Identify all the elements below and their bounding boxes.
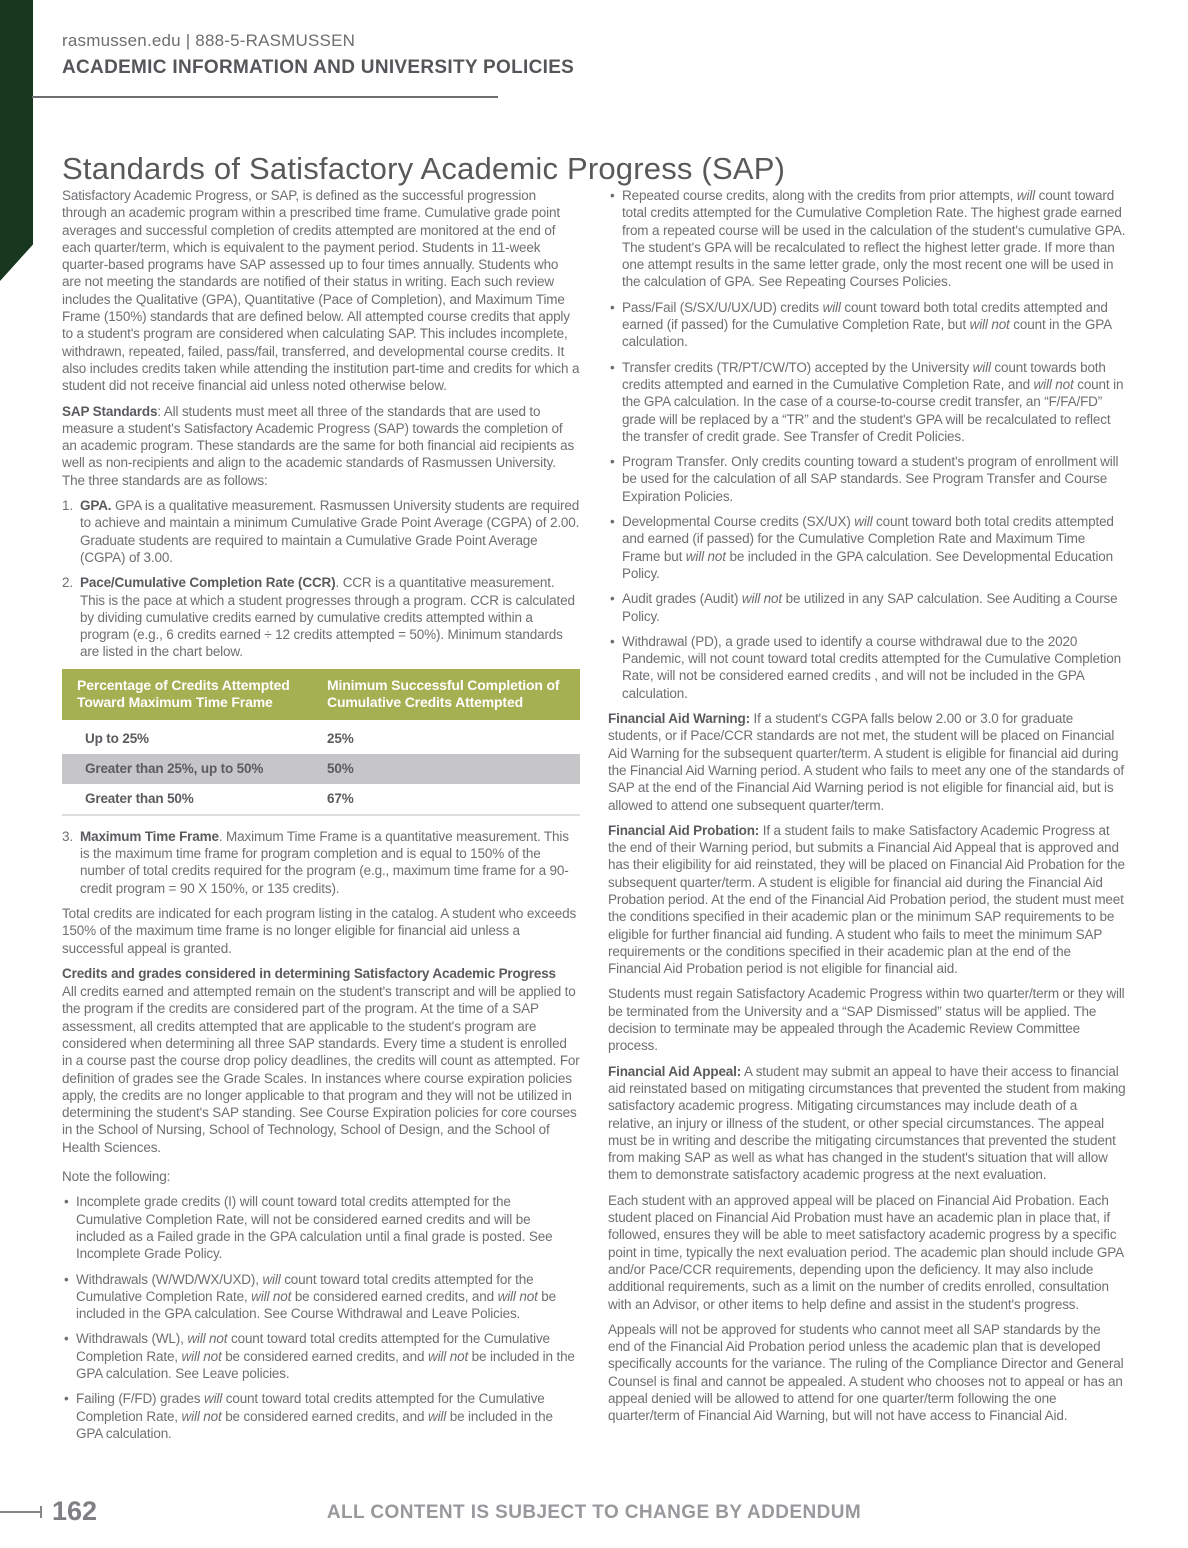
text-run: count toward total credits attempted for the Cumulative Completion Rate. The highest grade earned from a repeated course will be used in the calculation of the student's cumulative GPA. The student's GPA will be recalculated to reflect the highest letter grade. If more than one attempt results in the same letter grade, only the most recent one will be used in the calculation of GPA. See Repeating Courses Policies.	[622, 188, 1126, 290]
bullet-marker: •	[610, 514, 615, 530]
table-cell: Up to 25%	[85, 730, 149, 746]
italic-text-run: will not	[427, 1348, 469, 1364]
text-run: If a student fails to make Satisfactory Academic Progress at the end of their Warning period, but submits a Financial Aid Appeal that is approved and has their eligibility for aid reinstated, they will be placed on Financial Aid Probation for the subsequent quarter/term. A student is eligible for financial aid during the Financial Aid Probation period. At the end of the Financial Aid Probation period, the student must meet the conditions specified in their academic plan or the minimum SAP requirements to be eligible for further financial aid funding. A student who fails to meet the minimum SAP requirements or the conditions specified in their academic plan at the end of the Financial Aid Probation period is not eligible for financial aid.	[608, 822, 1125, 977]
paragraph	[62, 1168, 580, 1185]
numbered-item	[62, 574, 580, 660]
page-number-rule	[0, 1511, 40, 1513]
text-run: A student may submit an appeal to have their access to financial aid reinstated based on mitigating circumstances that prevented the student from making satisfactory academic progress. Mitigating circumstances may include death of a relative, an injury or illness of the student, or other special circumstances. The appeal must be in writing and describe the mitigating circumstances that prevented the student from making SAP as well as what has changed in the student's situation that will allow them to demonstrate satisfactory academic progress at the next evaluation.	[608, 1063, 1126, 1183]
text-run: be included in the GPA calculation. See Developmental Education Policy.	[622, 548, 1114, 581]
text-run: be considered earned credits, and	[221, 1408, 428, 1424]
bold-text-run: Credits and grades considered in determining Satisfactory Academic Progress	[62, 965, 556, 981]
italic-text-run: will not	[969, 317, 1010, 333]
bold-text-run: GPA.	[80, 498, 112, 514]
bold-text-run: Maximum Time Frame	[80, 828, 219, 844]
italic-text-run: will not	[1033, 376, 1074, 392]
text-run: count toward total credits attempted for the Cumulative Completion Rate,	[76, 1331, 550, 1364]
paragraph	[608, 1063, 1126, 1184]
item-text	[622, 187, 1126, 291]
list-number-marker: 1.	[62, 498, 73, 514]
header-rule	[32, 96, 498, 98]
page-title: Standards of Satisfactory Academic Progress (SAP)	[62, 150, 786, 186]
bullet-marker: •	[610, 454, 615, 470]
table-cell: 25%	[327, 730, 354, 746]
sub-heading	[62, 965, 580, 982]
item-text	[76, 1390, 580, 1442]
item-text	[76, 1193, 580, 1262]
text-run: Failing (F/FD) grades	[76, 1391, 204, 1407]
bullet-marker: •	[64, 1194, 69, 1210]
bullet-item	[62, 1330, 580, 1382]
item-text	[622, 299, 1126, 351]
list-number-marker: 3.	[62, 828, 73, 844]
bullet-item	[608, 453, 1126, 505]
table-cell: 50%	[327, 760, 354, 776]
left-column	[62, 187, 580, 1450]
table-cell: Greater than 50%	[85, 790, 194, 806]
italic-text-run: will not	[251, 1288, 292, 1304]
bullet-item	[62, 1271, 580, 1323]
text-run: . CCR is a quantitative measurement. This is the pace at which a student progresses through a program. CCR is calculated by dividing cumulative credits earned by cumulative credits attempted within a program (e.g., 6 credits earned ÷ 12 credits attempted = 50%). Minimum standards are listed in the chart below.	[80, 575, 575, 660]
text-run: count toward both total credits attempted and earned (if passed) for the Cumulative Completion Rate, but	[622, 299, 1108, 333]
paragraph	[608, 985, 1126, 1054]
text-run: Note the following:	[62, 1169, 171, 1185]
paragraph	[62, 403, 580, 489]
text-run: count toward total credits attempted for the Cumulative Completion Rate,	[76, 1271, 534, 1304]
text-run: Program Transfer. Only credits counting toward a student's program of enrollment will be used for the calculation of all SAP standards. See Program Transfer and Course Expiration Policies.	[622, 454, 1119, 504]
item-text	[80, 828, 580, 897]
item-text	[622, 513, 1126, 582]
bullet-item	[608, 299, 1126, 351]
bullet-item	[608, 513, 1126, 582]
text-run: Appeals will not be approved for students who cannot meet all SAP standards by the end of the Financial Aid Probation period unless the academic plan that is developed specifically accounts for the variance. The ruling of the Compliance Director and General Counsel is final and cannot be appealed. A student who chooses not to appeal or has an appeal denied will be allowed to attend for one quarter/term following the one quarter/term of Financial Aid Warning, but will not have access to Financial Aid.	[608, 1321, 1124, 1424]
text-run: count in the GPA calculation.	[622, 317, 1112, 350]
numbered-item	[62, 828, 580, 897]
bold-text-run: SAP Standards	[62, 403, 158, 419]
paragraph	[62, 905, 580, 957]
item-text	[622, 590, 1126, 625]
table-cell: Greater than 25%, up to 50%	[85, 760, 264, 776]
bullet-marker: •	[610, 299, 615, 315]
bullet-marker: •	[610, 591, 615, 607]
text-run: be considered earned credits, and	[221, 1348, 428, 1364]
bullet-item	[62, 1390, 580, 1442]
italic-text-run: will not	[741, 591, 782, 607]
bullet-item	[608, 590, 1126, 625]
paragraph	[62, 983, 580, 1156]
bullet-item	[608, 633, 1126, 702]
text-run: count in the GPA calculation. In the case of a course-to-course credit transfer, an “F/FA/FD” grade will be replaced by a “TR” and the student's GPA will be recalculated to reflect the transfer of credit grade. See Transfer of Credit Policies.	[622, 376, 1124, 444]
text-run: Each student with an approved appeal will be placed on Financial Aid Probation. Each student placed on Financial Aid Probation must have an academic plan in place that, if followed, ensures they will be able to meet satisfactory academic progress by a specific point in time, typically the next evaluation period. The academic plan should include GPA and/or Pace/CCR requirements, depending upon the deficiency. It may also include additional requirements, such as a limit on the number of credits enrolled, consultation with an Advisor, or other items to help define and assist in the student's progress.	[608, 1192, 1124, 1312]
right-column	[608, 187, 1126, 1450]
text-run: Withdrawal (PD), a grade used to identify a course withdrawal due to the 2020 Pandemic, will not count toward total credits attempted for the Cumulative Completion Rate, will not be considered earned credits , and will not be included in the GPA calculation.	[622, 633, 1121, 701]
item-text	[76, 1271, 580, 1323]
addendum-notice: ALL CONTENT IS SUBJECT TO CHANGE BY ADDENDUM	[326, 1502, 862, 1523]
item-text	[622, 633, 1126, 702]
text-run: Transfer credits (TR/PT/CW/TO) accepted by the University	[622, 359, 973, 375]
item-text	[622, 359, 1126, 445]
item-text	[80, 574, 580, 660]
bullet-item	[62, 1193, 580, 1262]
italic-text-run: will not	[181, 1348, 222, 1364]
text-run: Audit grades (Audit)	[622, 591, 742, 607]
two-column-body	[62, 187, 1126, 1450]
numbered-item	[62, 497, 580, 566]
item-text	[80, 497, 580, 566]
italic-text-run: will not	[685, 548, 726, 564]
site-contact-line: rasmussen.edu | 888-5-RASMUSSEN	[62, 31, 356, 50]
italic-text-run: will	[972, 359, 991, 375]
paragraph	[62, 187, 580, 395]
page-footer	[0, 1496, 1188, 1532]
table-header-row	[62, 669, 580, 720]
bullet-marker: •	[610, 633, 615, 649]
text-run: . Maximum Time Frame is a quantitative measurement. This is the maximum time frame for program completion and is equal to 150% of the number of total credits required for the program (e.g., maximum time frame for a 90-credit program = 90 X 150%, or 135 credits).	[80, 828, 569, 896]
text-run: count toward both total credits attempted and earned (if passed) for the Cumulative Completion Rate and Maximum Time Frame but	[622, 514, 1114, 564]
text-run: All credits earned and attempted remain on the student's transcript and will be applied to the program if the credits are considered part of the program. At the time of a SAP assessment, all credits attempted that are applicable to the student's program are considered when determining all three SAP standards. Every time a student is enrolled in a course past the course drop policy deadlines, the credits will count as attempted. For definition of grades see the Grade Scales. In instances where course expiration policies apply, the credits are no longer applicable to that program and they will not be utilized in determining the student's SAP standing. See Course Expiration policies for core courses in the School of Nursing, School of Technology, School of Design, and the School of Health Sciences.	[62, 984, 580, 1155]
italic-text-run: will	[854, 514, 873, 530]
italic-text-run: will not	[187, 1331, 228, 1347]
item-text	[76, 1330, 580, 1382]
text-run: If a student's CGPA falls below 2.00 or 3.0 for graduate students, or if Pace/CCR standards are not met, the student will be placed on Financial Aid Warning for the subsequent quarter/term. A student is eligible for financial aid during the Financial Aid Warning period. A student who fails to meet any one of the standards of SAP at the end of the Financial Aid Warning period is not eligible for financial aid, but is allowed to attend one subsequent quarter/term.	[608, 711, 1124, 813]
bullet-marker: •	[610, 359, 615, 375]
text-run: be considered earned credits, and	[291, 1288, 498, 1304]
corner-ribbon	[0, 0, 33, 281]
bold-text-run: Financial Aid Warning:	[608, 711, 750, 727]
item-text	[622, 453, 1126, 505]
italic-text-run: will	[262, 1271, 281, 1287]
sap-completion-table	[62, 669, 580, 816]
text-run: be included in the GPA calculation. See Course Withdrawal and Leave Policies.	[76, 1288, 557, 1322]
bold-text-run: Financial Aid Probation:	[608, 822, 760, 838]
text-run: Repeated course credits, along with the credits from prior attempts,	[622, 188, 1017, 203]
paragraph	[608, 1192, 1126, 1313]
section-header: ACADEMIC INFORMATION AND UNIVERSITY POLICIES	[62, 57, 575, 78]
text-run: be utilized in any SAP calculation. See Auditing a Course Policy.	[622, 591, 1118, 624]
text-run: Withdrawals (WL),	[76, 1331, 188, 1347]
text-run: Developmental Course credits (SX/UX)	[622, 514, 855, 530]
list-number-marker: 2.	[62, 575, 73, 591]
text-run: be included in the GPA calculation.	[76, 1408, 553, 1441]
table-cell: 67%	[327, 790, 354, 806]
text-run: be included in the GPA calculation. See Leave policies.	[76, 1348, 575, 1382]
bullet-marker: •	[610, 188, 615, 203]
table-row	[62, 784, 580, 814]
bullet-marker: •	[64, 1331, 69, 1347]
bullet-marker: •	[64, 1271, 69, 1287]
text-run: GPA is a qualitative measurement. Rasmussen University students are required to achieve and maintain a minimum Cumulative Grade Point Average (CGPA) of 2.00. Graduate students are required to maintain a Cumulative Grade Point Average (CGPA) of 3.00.	[80, 498, 580, 565]
paragraph	[608, 710, 1126, 814]
bold-text-run: Financial Aid Appeal:	[608, 1063, 742, 1079]
table-header-cell: Minimum Successful Completion of Cumulative Credits Attempted	[327, 676, 560, 710]
text-run: count toward total credits attempted for the Cumulative Completion Rate,	[76, 1391, 545, 1424]
paragraph	[608, 1321, 1126, 1425]
italic-text-run: will	[203, 1391, 223, 1407]
table-bottom-rule	[62, 814, 580, 816]
text-run: count towards both credits attempted and earned in the Cumulative Completion Rate, and	[622, 359, 1106, 392]
bullet-item	[608, 359, 1126, 445]
table-header-cell: Percentage of Credits Attempted Toward Maximum Time Frame	[77, 676, 290, 710]
text-run: : All students must meet all three of the standards that are used to measure a student's Satisfactory Academic Progress (SAP) towards the completion of an academic program. These standards are the same for both financial aid recipients as well as non-recipients and align to the academic standards of Rasmussen University. The three standards are as follows:	[62, 403, 575, 488]
italic-text-run: will not	[181, 1408, 222, 1424]
paragraph	[608, 822, 1126, 978]
table-row	[62, 724, 580, 754]
text-run: Withdrawals (W/WD/WX/UXD),	[76, 1271, 263, 1287]
bullet-item	[608, 187, 1126, 291]
text-run: Students must regain Satisfactory Academic Progress within two quarter/term or they will be terminated from the University and a “SAP Dismissed” status will be applied. The decision to terminate may be appealed through the Academic Review Committee process.	[608, 986, 1125, 1054]
bold-text-run: Pace/Cumulative Completion Rate (CCR)	[80, 575, 336, 591]
page-number: 162	[52, 1496, 98, 1526]
text-run: Incomplete grade credits (I) will count toward total credits attempted for the Cumulative Completion Rate, will not be considered earned credits and will be included as a Failed grade in the GPA calculation until a final grade is posted. See Incomplete Grade Policy.	[76, 1194, 553, 1262]
italic-text-run: will not	[497, 1288, 538, 1304]
text-run: Pass/Fail (S/SX/U/UX/UD) credits	[622, 299, 823, 315]
text-run: Satisfactory Academic Progress, or SAP, is defined as the successful progression through an academic program within a prescribed time frame. Cumulative grade point averages and successful completion of credits attempted are monitored at the end of each quarter/term, which is equivalent to the payment period. Students in 11-week quarter-based programs have SAP assessed up to four times annually. Students who are not meeting the standards are notified of their status in writing. Each such review includes the Qualitative (GPA), Quantitative (Pace of Completion), and Maximum Time Frame (150%) standards that are defined below. All attempted course credits that apply to a student's program are considered when calculating SAP. This includes incomplete, withdrawn, repeated, failed, pass/fail, transferred, and developmental course credits. It also includes credits taken while attending the institution part-time and credits for which a student did not receive financial aid unless noted otherwise below.	[62, 188, 580, 394]
italic-text-run: will	[822, 299, 841, 315]
bullet-marker: •	[64, 1391, 69, 1407]
text-run: Total credits are indicated for each program listing in the catalog. A student who exceeds 150% of the maximum time frame is no longer eligible for financial aid unless a successful appeal is granted.	[62, 905, 577, 956]
table-row	[62, 754, 580, 784]
italic-text-run: will	[427, 1408, 447, 1424]
italic-text-run: will	[1016, 188, 1035, 203]
page-number-tick	[40, 1506, 42, 1518]
